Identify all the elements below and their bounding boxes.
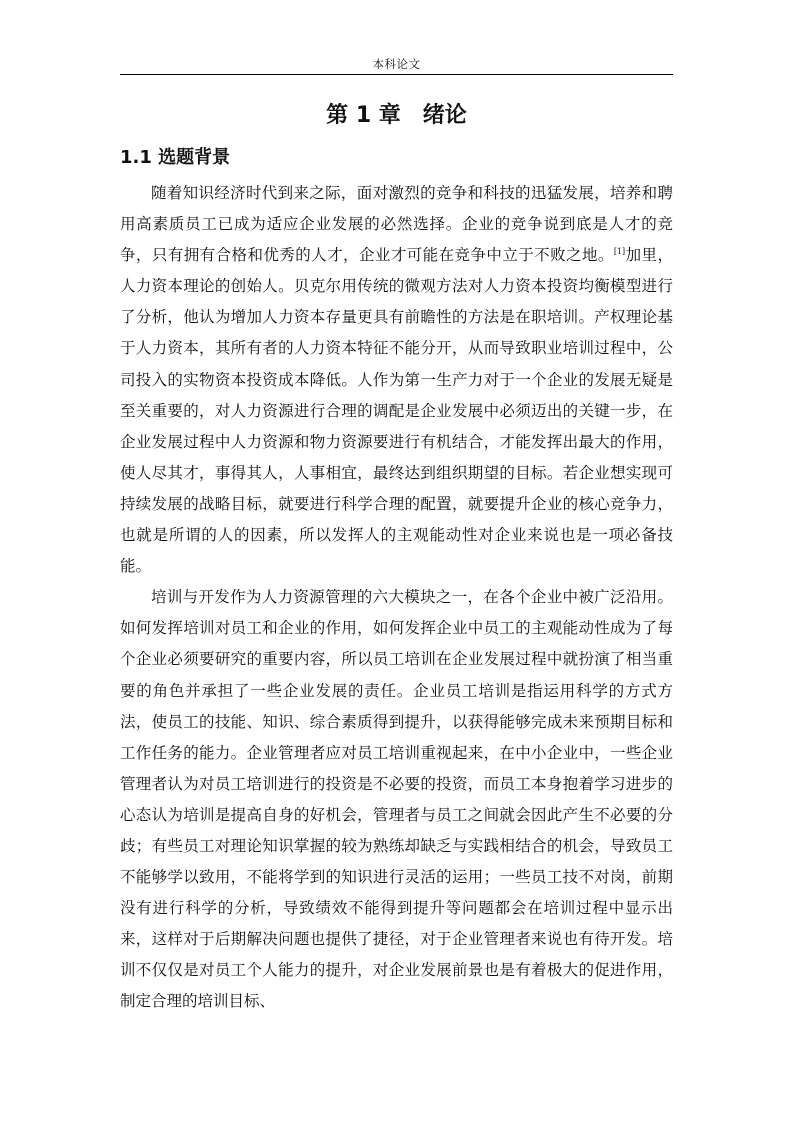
paragraph-1-text-after-citation: 加里，人力资本理论的创始人。贝克尔用传统的微观方法对人力资本投资均衡模型进行了分析，他认为增加人力资本存量更具有前瞻性的方法是在职培训。产权理论基于人力资本，其所有者的人力资本特征不能分开，从而导致职业培训过程中，公司投入的实物资本投资成本降低。人作为第一生产力对于一个企业的发展无疑是至关重要的，对人力资源进行合理的调配是企业发展中必须迈出的关键一步，在企业发展过程中人力资源和物力资源要进行有机结合，才能发挥出最大的作用，使人尽其才，事得其人，人事相宜，最终达到组织期望的目标。若企业想实现可持续发展的战略目标，就要进行科学合理的配置，就要提升企业的核心竞争力，也就是所谓的人的因素，所以发挥人的主观能动性对企业来说也是一项必备技能。: [120, 246, 673, 576]
section-title: 1.1 选题背景: [120, 147, 231, 168]
paragraph-1-text-before-citation: 随着知识经济时代到来之际，面对激烈的竞争和科技的迅猛发展，培养和聘用高素质员工已成为适应企业发展的必然选择。企业的竞争说到底是人才的竞争，只有拥有合格和优秀的人才，企业才可能在竞争中立于不败之地。: [120, 184, 673, 265]
header-rule: [120, 74, 673, 75]
paragraph-2: 培训与开发作为人力资源管理的六大模块之一，在各个企业中被广泛沿用。如何发挥培训对员工和企业的作用，如何发挥企业中员工的主观能动性成为了每个企业必须要研究的重要内容，所以员工培训在企业发展过程中就扮演了相当重要的角色并承担了一些企业发展的责任。企业员工培训是指运用科学的方式方法，使员工的技能、知识、综合素质得到提升，以获得能够完成未来预期目标和工作任务的能力。企业管理者应对员工培训重视起来，在中小企业中，一些企业管理者认为对员工培训进行的投资是不必要的投资，而员工本身抱着学习进步的心态认为培训是提高自身的好机会，管理者与员工之间就会因此产生不必要的分歧；有些员工对理论知识掌握的较为熟练却缺乏与实践相结合的机会，导致员工不能够学以致用，不能将学到的知识进行灵活的运用；一些员工技不对岗，前期没有进行科学的分析，导致绩效不能得到提升等问题都会在培训过程中显示出来，这样对于后期解决问题也提供了捷径，对于企业管理者来说也有待开发。培训不仅仅是对员工个人能力的提升，对企业发展前景也是有着极大的促进作用，制定合理的培训目标、: [120, 588, 673, 1011]
running-header: 本科论文: [372, 57, 421, 71]
paragraph-1: [120, 178, 673, 582]
chapter-title: 第 1 章 绪论: [326, 103, 467, 128]
citation-marker: [1]: [613, 247, 626, 257]
body-text: [120, 178, 673, 1018]
